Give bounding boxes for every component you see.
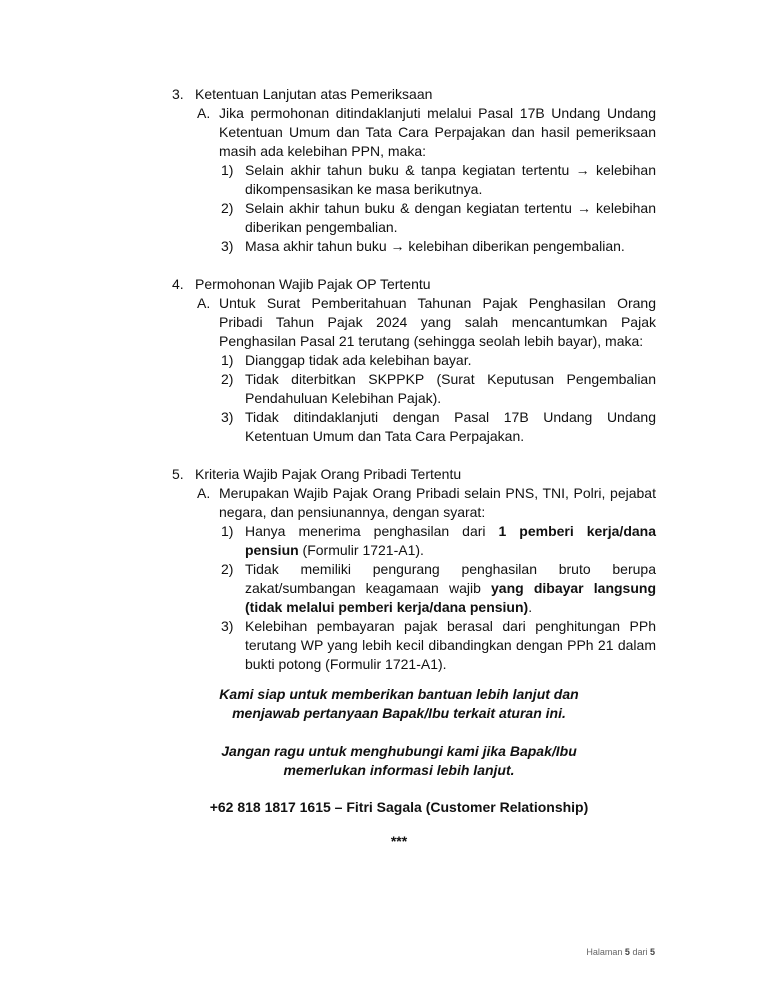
- item-text: [245, 522, 656, 560]
- list-item: [219, 408, 656, 446]
- list-item: [219, 370, 656, 408]
- contact-invitation: [172, 742, 626, 780]
- item-text-part: Hanya menerima penghasilan dari: [245, 523, 499, 539]
- item-text: Tidak ditindaklanjuti dengan Pasal 17B Undang Undang Ketentuan Umum dan Tata Cara Perpajakan.: [245, 409, 656, 444]
- item-text: Selain akhir tahun buku & tanpa kegiatan tertentu → kelebihan dikompensasikan ke masa berikutnya.: [245, 162, 656, 197]
- item-number: 2): [221, 200, 234, 216]
- separator: ***: [390, 833, 408, 849]
- section-title: Kriteria Wajib Pajak Orang Pribadi Tertentu: [195, 466, 462, 482]
- footer-label: Halaman: [586, 947, 623, 957]
- item-text-bold: yang dibayar langsung (tidak melalui pemberi kerja/dana pensiun): [245, 580, 656, 615]
- list-item: [219, 617, 656, 674]
- item-number: 1): [221, 162, 234, 178]
- item-number: 3): [221, 618, 234, 634]
- item-text-bold: 1 pemberi kerja/dana pensiun: [245, 523, 656, 558]
- item-number: 3): [221, 409, 234, 425]
- section-title: Ketentuan Lanjutan atas Pemeriksaan: [195, 86, 433, 102]
- item-text: Masa akhir tahun buku → kelebihan diberikan pengembalian.: [245, 238, 625, 254]
- page-number: 5: [624, 947, 630, 957]
- item-number: 2): [221, 561, 234, 577]
- subsection-a: [195, 104, 656, 256]
- closing-line: memerlukan informasi lebih lanjut.: [283, 762, 515, 778]
- item-text: [245, 560, 656, 617]
- item-number: 1): [221, 352, 234, 368]
- list-item: [219, 351, 656, 370]
- item-text-part: (Formulir 1721-A1).: [298, 542, 424, 558]
- subsection-text: Merupakan Wajib Pajak Orang Pribadi selain PNS, TNI, Polri, pejabat negara, dan pensiunannya, dengan syarat:: [219, 485, 656, 520]
- document-body: [172, 85, 656, 693]
- item-number: 2): [221, 371, 234, 387]
- subsection-number: A.: [197, 485, 211, 501]
- section-number: 3.: [172, 86, 184, 102]
- item-text: Dianggap tidak ada kelebihan bayar.: [245, 352, 472, 368]
- section-number: 5.: [172, 466, 184, 482]
- subsection-text: Untuk Surat Pemberitahuan Tahunan Pajak Penghasilan Orang Pribadi Tahun Pajak 2024 yang salah mencantumkan Pajak Penghasilan Pasal 21 terutang (sehingga seolah lebih bayar), maka:: [219, 295, 656, 349]
- subsection-a: [195, 294, 656, 446]
- contact-info: +62 818 1817 1615 – Fitri Sagala (Customer Relationship): [209, 799, 589, 815]
- list-item: [219, 522, 656, 560]
- item-number: 1): [221, 523, 234, 539]
- list-item: [219, 237, 656, 256]
- subsection-number: A.: [197, 295, 211, 311]
- subsection-number: A.: [197, 105, 211, 121]
- item-text-part: Tidak memiliki pengurang penghasilan bruto berupa zakat/sumbangan keagamaan wajib: [245, 561, 656, 596]
- item-text-part: .: [528, 599, 533, 615]
- section-title: Permohonan Wajib Pajak OP Tertentu: [195, 276, 431, 292]
- page-footer: [586, 943, 655, 962]
- item-text: Selain akhir tahun buku & dengan kegiatan tertentu → kelebihan diberikan pengembalian.: [245, 200, 656, 235]
- closing-line: Jangan ragu untuk menghubungi kami jika Bapak/Ibu: [221, 743, 577, 759]
- section-5: [172, 465, 656, 674]
- item-text: Kelebihan pembayaran pajak berasal dari penghitungan PPh terutang WP yang lebih kecil dibandingkan dengan PPh 21 dalam bukti potong (Formulir 1721-A1).: [245, 618, 656, 672]
- closing-message: [172, 685, 626, 723]
- closing-line: menjawab pertanyaan Bapak/Ibu terkait aturan ini.: [232, 705, 566, 721]
- section-4: [172, 275, 656, 446]
- item-text: Tidak diterbitkan SKPPKP (Surat Keputusan Pengembalian Pendahuluan Kelebihan Pajak).: [245, 371, 656, 406]
- list-item: [219, 199, 656, 237]
- subsection-a: [195, 484, 656, 674]
- section-3: [172, 85, 656, 256]
- subsection-text: Jika permohonan ditindaklanjuti melalui Pasal 17B Undang Undang Ketentuan Umum dan Tata Cara Perpajakan dan hasil pemeriksaan masih ada kelebihan PPN, maka:: [219, 105, 656, 159]
- list-item: [219, 560, 656, 617]
- section-number: 4.: [172, 276, 184, 292]
- list-item: [219, 161, 656, 199]
- closing-line: Kami siap untuk memberikan bantuan lebih lanjut dan: [219, 686, 579, 702]
- footer-of: dari: [632, 947, 648, 957]
- item-number: 3): [221, 238, 234, 254]
- page-total: 5: [649, 947, 655, 957]
